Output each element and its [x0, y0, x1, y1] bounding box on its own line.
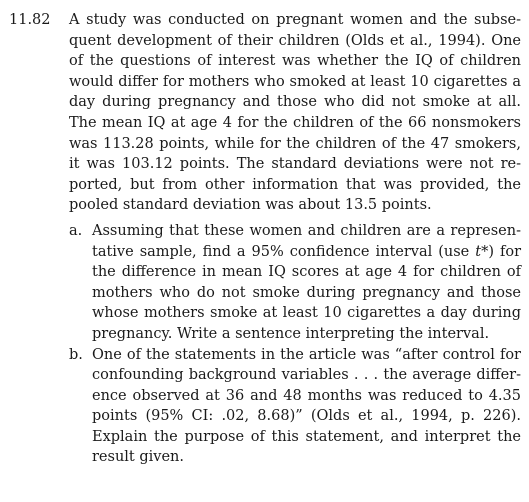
stem-line: The mean IQ at age 4 for the children of the 66 nonsmokers [69, 114, 521, 131]
part-line [92, 242, 521, 263]
part-line: mothers who do not smoke during pregnancy and those [92, 284, 521, 301]
part-line: One of the statements in the article was “after control for [92, 346, 521, 363]
part-line: whose mothers smoke at least 10 cigarettes a day during [92, 305, 521, 322]
t-star-line-text: tative sample, find a 95% confidence interval (use t*) for [92, 243, 521, 260]
stem-line: quent development of their children (Olds et al., 1994). One [69, 32, 521, 49]
part-line: pregnancy. Write a sentence interpreting the interval. [92, 325, 490, 342]
exercise-body [69, 10, 521, 468]
stem-line: pooled standard deviation was about 13.5 points. [69, 197, 432, 214]
part-line: Assuming that these women and children are a represen- [92, 222, 521, 239]
part-a [69, 221, 521, 345]
exercise-number: 11.82 [9, 12, 51, 28]
part-line: confounding background variables . . . the average differ- [92, 367, 521, 384]
part-text [92, 221, 521, 345]
part-line: ence observed at 36 and 48 months was reduced to 4.35 [92, 387, 521, 404]
stem-line: ported, but from other information that was provided, the [69, 176, 521, 193]
exercise-stem [69, 10, 521, 216]
part-line: points (95% CI: .02, 8.68)” (Olds et al., 1994, p. 226). [92, 408, 521, 425]
stem-line: would differ for mothers who smoked at least 10 cigarettes a [69, 73, 521, 90]
stem-line: day during pregnancy and those who did not smoke at all. [69, 94, 521, 111]
stem-line: it was 103.12 points. The standard deviations were not re- [69, 156, 521, 173]
part-b [69, 345, 521, 469]
stem-line: of the questions of interest was whether the IQ of children [69, 53, 521, 70]
part-line: the difference in mean IQ scores at age 4 for children of [92, 264, 521, 281]
part-line: result given. [92, 449, 185, 466]
part-line: Explain the purpose of this statement, and interpret the [92, 428, 521, 445]
part-letter: b. [69, 346, 83, 363]
part-letter: a. [69, 222, 83, 239]
stem-line: A study was conducted on pregnant women and the subse- [69, 12, 521, 28]
part-text [92, 345, 521, 469]
stem-line: was 113.28 points, while for the children of the 47 smokers, [69, 135, 521, 152]
t-star-symbol: t [475, 243, 482, 260]
